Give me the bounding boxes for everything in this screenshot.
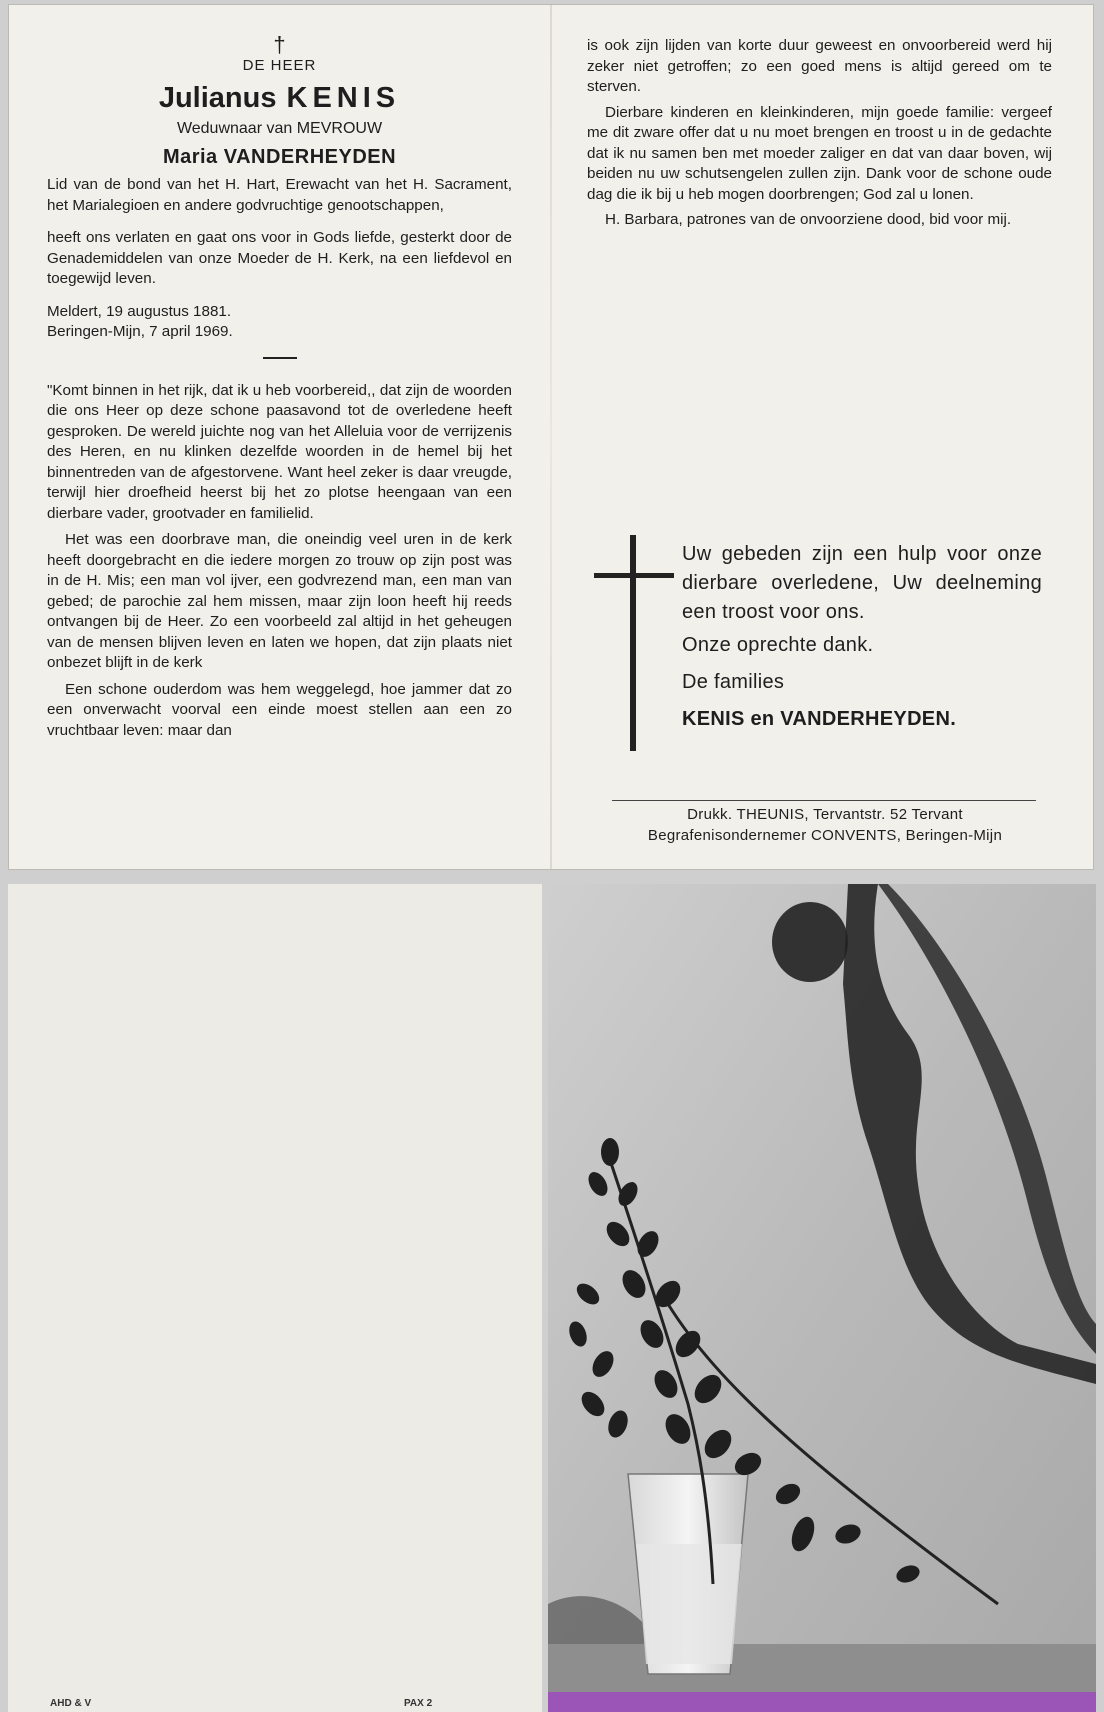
right-paragraph-1: is ook zijn lijden van korte duur geweest en onvoorbereid werd hij zeker niet getroffen; zo een goed mens is altijd gereed om te sterven. <box>587 37 1052 95</box>
card-back-blank <box>8 884 542 1712</box>
right-page-text <box>587 36 1052 231</box>
crucifix-shadow-head <box>772 902 848 982</box>
birth-line: Meldert, 19 augustus 1881. <box>47 302 232 320</box>
printer-line-1: Drukk. THEUNIS, Tervantstr. 52 Tervant <box>687 806 963 823</box>
eulogy-paragraph-2: Het was een doorbrave man, die oneindig veel uren in de kerk heeft doorgebracht en die iedere morgen zo trouw op zijn post was in de H. Mis; een man vol ijver, een godvrezend man, een man van gebed; de parochie zal hem missen, maar zijn loon heeft hij reeds ontvangen bij de Heer. Zo een voorbeeld zal altijd in het geheugen van de mensen blijven leven en laten we hopen, dat zijn plaats niet onbezet blijft in de kerk <box>47 531 512 671</box>
large-cross-icon <box>594 535 674 751</box>
thanks-block <box>682 540 1042 734</box>
thanks-line-3: De families <box>682 671 785 693</box>
series-code: PAX 2 <box>404 1698 433 1709</box>
families-names: KENIS en VANDERHEYDEN. <box>682 708 957 730</box>
eulogy-paragraph-1: "Komt binnen in het rijk, dat ik u heb voorbereid,, dat zijn de woorden die ons Heer op deze schone paasavond tot de overledene heeft gesproken. De wereld juichte nog van het Alleluia voor de verrijzenis des Heren, en nu klinken dezelfde woorden in de hemel bij het binnentreden van de afgestorvene. Want heel zeker is daar vreugde, terwijl hier droefheid heerst bij het zo plotse heengaan van een dierbare vader, grootvader en familielid. <box>47 381 512 522</box>
photo-background <box>548 884 1096 1712</box>
eulogy-paragraph-3: Een schone ouderdom was hem weggelegd, hoe jammer dat zo een onverwacht voorval een einde moest stellen aan een zo vruchtbaar leven: maar dan <box>47 680 512 739</box>
publisher-code: AHD & V <box>50 1698 92 1709</box>
cross-vertical-bar <box>630 535 636 751</box>
card-fold <box>550 5 552 869</box>
passing-text: heeft ons verlaten en gaat ons voor in Gods liefde, gesterkt door de Genademiddelen van onze Moeder de H. Kerk, na een liefdevol en toegewijd leven. <box>47 229 512 287</box>
deceased-name <box>47 81 512 115</box>
thanks-line-1: Uw gebeden zijn een hulp voor onze dierbare overledene, Uw deelneming een troost voor ons. <box>682 543 1042 623</box>
table-surface <box>548 1644 1096 1692</box>
printer-credits <box>580 804 1070 846</box>
printer-line-2: Begrafenisondernemer CONVENTS, Beringen-Mijn <box>647 827 1003 844</box>
right-paragraph-3: H. Barbara, patrones van de onvoorziene dood, bid voor mij. <box>605 211 1012 228</box>
surname: KENIS <box>286 81 401 114</box>
first-name: Julianus <box>158 81 277 114</box>
right-paragraph-2: Dierbare kinderen en kleinkinderen, mijn goede familie: vergeef me dit zware offer dat u nu moet brengen en troost u in de gedachte dat ik nu samen ben met moeder zaliger en dat van daar boven, wij beiden nu uw schutsengelen zullen zijn. Dank voor de schone oude dag die ik bij u heb mogen doorbrengen; God zal u lonen. <box>587 103 1052 203</box>
printer-rule <box>612 800 1036 801</box>
left-page <box>47 8 512 741</box>
thanks-line-2: Onze oprechte dank. <box>682 634 874 656</box>
water-in-glass <box>636 1544 742 1664</box>
purple-band <box>548 1692 1096 1712</box>
divider-dash <box>263 357 297 359</box>
membership-text: Lid van de bond van het H. Hart, Erewacht van het H. Sacrament, het Marialegioen en andere godvruchtige genootschappen, <box>47 176 512 214</box>
card-cover-photo <box>548 884 1096 1712</box>
wife-name: Maria VANDERHEYDEN <box>162 146 397 168</box>
death-line: Beringen-Mijn, 7 april 1969. <box>47 323 233 340</box>
widow-line: Weduwnaar van MEVROUW <box>176 119 383 137</box>
small-cross-icon: † <box>273 32 286 57</box>
cover-photo-illustration <box>548 884 1096 1712</box>
title-prefix: DE HEER <box>242 57 317 74</box>
cross-horizontal-bar <box>594 573 674 578</box>
